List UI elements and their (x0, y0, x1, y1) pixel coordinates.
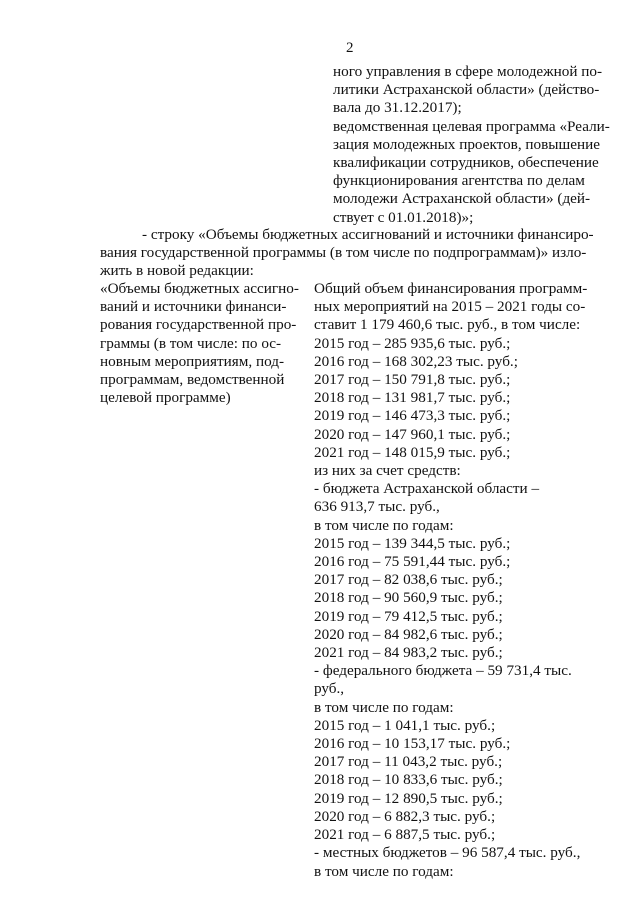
text-line: 2020 год – 6 882,3 тыс. руб.; (314, 807, 496, 825)
text-line: рования государственной про- (100, 316, 297, 334)
text-line: Общий объем финансирования программ- (314, 280, 588, 297)
text-line: 2016 год – 168 302,23 тыс. руб.; (314, 352, 518, 370)
text-line: зация молодежных проектов, повышение (333, 135, 600, 153)
text-line: ваний и источники финанси- (100, 298, 287, 316)
text-line: новным мероприятиям, под- (100, 352, 285, 370)
page-number: 2 (346, 40, 354, 56)
text-line: 2019 год – 146 473,3 тыс. руб.; (314, 407, 511, 425)
text-line: в том числе по годам: (314, 698, 454, 716)
text-line: руб., (314, 680, 345, 698)
top-text-block (333, 63, 610, 227)
text-line: из них за счет средств: (314, 462, 461, 480)
text-line: 2019 год – 79 412,5 тыс. руб.; (314, 607, 503, 625)
text-line: молодежи Астраханской области» (дей- (333, 190, 591, 208)
text-line: жить в новой редакции: (100, 262, 254, 280)
text-line: ствует с 01.01.2018)»; (333, 208, 474, 226)
text-line: 2021 год – 6 887,5 тыс. руб.; (314, 826, 496, 844)
text-line: 2018 год – 10 833,6 тыс. руб.; (314, 771, 503, 789)
intro-paragraph (100, 226, 608, 281)
text-line: 2015 год – 139 344,5 тыс. руб.; (314, 534, 511, 552)
text-line: 2017 год – 11 043,2 тыс. руб.; (314, 753, 503, 771)
text-line: - местных бюджетов – 96 587,4 тыс. руб., (314, 844, 581, 862)
text-line: вала до 31.12.2017); (333, 99, 462, 117)
text-line: ных мероприятий на 2015 – 2021 годы со- (314, 298, 586, 316)
text-line: 2020 год – 147 960,1 тыс. руб.; (314, 425, 511, 443)
text-line: квалификации сотрудников, обеспечение (333, 154, 599, 172)
text-line: 2018 год – 90 560,9 тыс. руб.; (314, 589, 503, 607)
text-line: ведомственная целевая программа «Реали- (333, 117, 610, 135)
text-line: 2015 год – 1 041,1 тыс. руб.; (314, 716, 496, 734)
text-line: ного управления в сфере молодежной по- (333, 63, 603, 80)
text-line: 2016 год – 75 591,44 тыс. руб.; (314, 553, 511, 571)
text-line: 2015 год – 285 935,6 тыс. руб.; (314, 334, 511, 352)
text-line: литики Астраханской области» (действо- (333, 81, 600, 99)
text-line: целевой программе) (100, 389, 231, 407)
text-line: - бюджета Астраханской области – (314, 480, 540, 498)
text-line: 2018 год – 131 981,7 тыс. руб.; (314, 389, 511, 407)
text-line: программам, ведомственной (100, 371, 285, 389)
text-line: в том числе по годам: (314, 862, 454, 880)
text-line: - федерального бюджета – 59 731,4 тыс. (314, 662, 572, 680)
text-line: 636 913,7 тыс. руб., (314, 498, 440, 516)
text-line: в том числе по годам: (314, 516, 454, 534)
text-line: 2021 год – 148 015,9 тыс. руб.; (314, 443, 511, 461)
text-line: 2017 год – 82 038,6 тыс. руб.; (314, 571, 503, 589)
text-line: вания государственной программы (в том числе по подпрограммам)» изло- (100, 244, 587, 262)
text-line: - строку «Объемы бюджетных ассигнований и источники финансиро- (142, 226, 594, 243)
text-line: 2020 год – 84 982,6 тыс. руб.; (314, 625, 503, 643)
text-line: «Объемы бюджетных ассигно- (100, 280, 299, 297)
right-column-financing (314, 280, 608, 881)
text-line: 2021 год – 84 983,2 тыс. руб.; (314, 644, 503, 662)
text-line: 2016 год – 10 153,17 тыс. руб.; (314, 735, 511, 753)
left-column-label (100, 280, 306, 407)
text-line: ставит 1 179 460,6 тыс. руб., в том числе: (314, 316, 581, 334)
text-line: граммы (в том числе: по ос- (100, 334, 282, 352)
text-line: функционирования агентства по делам (333, 172, 585, 190)
text-line: 2019 год – 12 890,5 тыс. руб.; (314, 789, 503, 807)
text-line: 2017 год – 150 791,8 тыс. руб.; (314, 371, 511, 389)
